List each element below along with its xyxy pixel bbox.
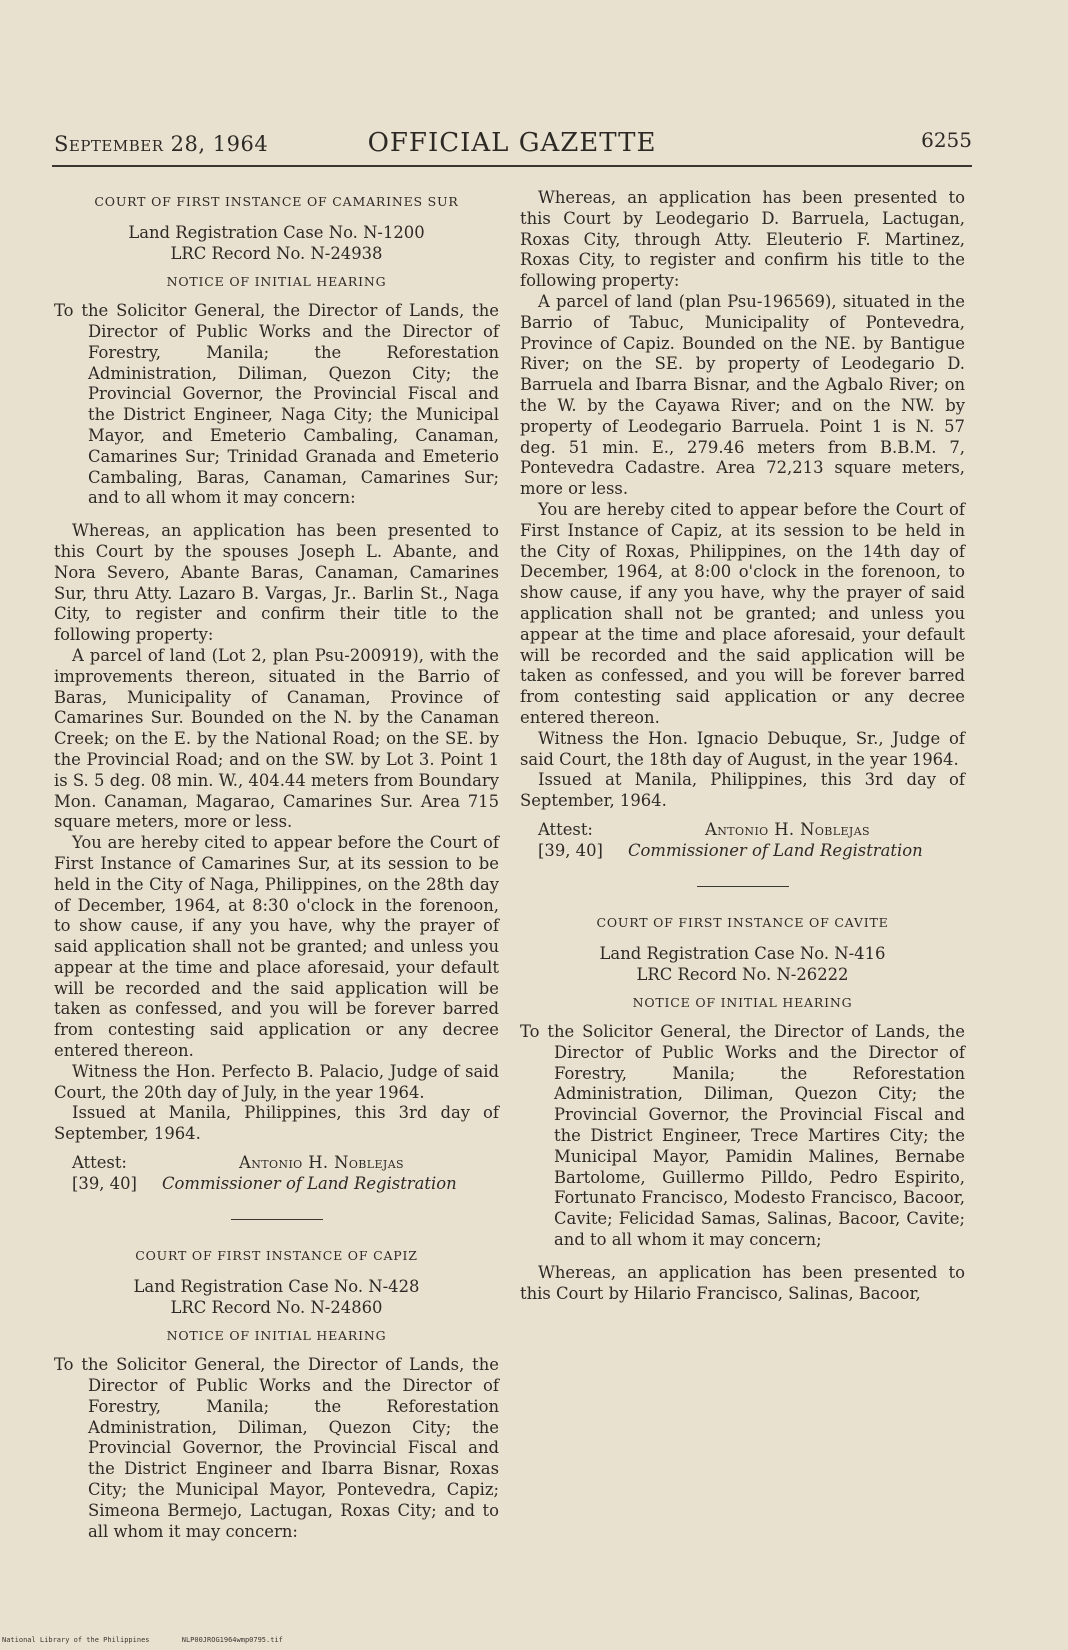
header-date: September 28, 1964 — [54, 132, 269, 156]
paragraph: A parcel of land (Lot 2, plan Psu-200919), with the improvements thereon, situated in the Barrio of Baras, Municipality of Canaman, Province of Camarines Sur. Bounded on the N. by the Canaman Creek; on the E. by the National Road; on the SE. by the Provincial Road; and on the SW. by Lot 3. Point 1 is S. 5 deg. 08 min. W., 404.44 meters from Boundary Mon. Canaman, Magarao, Camarines Sur. Area 715 square meters, more or less. — [54, 645, 499, 832]
addressees: To the Solicitor General, the Director of Lands, the Director of Public Works and the Director of Forestry, Manila; the Reforestation Administration, Diliman, Quezon City; the Provincial Governor, the Provincial Fiscal and the District Engineer, Trece Martires City; the Municipal Mayor, Pamidin Malines, Bernabe Bartolome, Guillermo Pilldo, Pedro Espirito, Fortunato Francisco, Modesto Francisco, Bacoor, Cavite; Felicidad Samas, Salinas, Bacoor, Cavite; and to all whom it may concern; — [520, 1022, 965, 1250]
paragraph: Whereas, an application has been presented to this Court by the spouses Joseph L. Abante, and Nora Severo, Abante Baras, Canaman, Camarines Sur, thru Atty. Lazaro B. Vargas, Jr.. Barlin St., Naga City, to register and confirm their title to the following property: — [54, 521, 499, 645]
paragraph: A parcel of land (plan Psu-196569), situated in the Barrio of Tabuc, Municipality of Pontevedra, Province of Capiz. Bounded on the NE. by Bantigue River; on the SE. by property of Leodegario D. Barruela and Ibarra Bisnar, and the Agbalo River; on the W. by the Cayawa River; and on the NW. by property of Leodegario Barruela. Point 1 is N. 57 deg. 51 min. E., 279.46 meters from B.B.M. 7, Pontevedra Cadastre. Area 72,213 square meters, more or less. — [520, 291, 965, 499]
attest-label: Attest: — [538, 819, 593, 839]
section-separator — [231, 1219, 323, 1220]
record-number: LRC Record No. N-24938 — [170, 243, 383, 263]
court-heading: COURT OF FIRST INSTANCE OF CAVITE — [596, 914, 889, 930]
case-number: Land Registration Case No. N-416 — [599, 943, 886, 963]
paragraph: Whereas, an application has been presented to this Court by Leodegario D. Barruela, Lactugan, Roxas City, through Atty. Eleuterio F. Martinez, Roxas City, to register and confirm his title to the following property: — [520, 188, 965, 291]
attestation — [520, 820, 965, 862]
scan-footer — [2, 1636, 311, 1644]
notice-capiz-continued — [520, 188, 965, 862]
notice-title: NOTICE OF INITIAL HEARING — [632, 995, 853, 1011]
reference-number: [39, 40] — [72, 1174, 137, 1194]
case-number: Land Registration Case No. N-1200 — [128, 222, 425, 242]
header-page-number: 6255 — [921, 128, 972, 152]
reference-number: [39, 40] — [538, 840, 603, 860]
paragraph: You are hereby cited to appear before the Court of First Instance of Camarines Sur, at its session to be held in the City of Naga, Philippines, on the 28th day of December, 1964, at 8:30 o'clock in the forenoon, to show cause, if any you have, why the prayer of said application shall not be granted; and unless you appear at the time and place aforesaid, your default will be recorded and the said application will be taken as confessed, and you will be forever barred from contesting said application or any decree entered thereon. — [54, 833, 499, 1061]
header-title: OFFICIAL GAZETTE — [367, 128, 657, 158]
signatory-name: Antonio H. Noblejas — [705, 819, 870, 839]
right-column — [520, 188, 965, 1304]
header-rule — [52, 165, 972, 167]
signatory-name: Antonio H. Noblejas — [239, 1153, 404, 1173]
footer-file: NLP00JROG1964wmp0795.tif — [181, 1636, 283, 1644]
notice-title: NOTICE OF INITIAL HEARING — [166, 274, 387, 290]
section-separator — [697, 886, 789, 887]
paragraph: Witness the Hon. Ignacio Debuque, Sr., Judge of said Court, the 18th day of August, in the year 1964. — [520, 728, 965, 769]
case-number: Land Registration Case No. N-428 — [133, 1276, 420, 1296]
court-heading: COURT OF FIRST INSTANCE OF CAPIZ — [135, 1248, 418, 1264]
signatory-title: Commissioner of Land Registration — [162, 1174, 457, 1194]
left-column — [54, 188, 499, 1554]
notice-capiz-start — [54, 1246, 499, 1542]
paragraph: Issued at Manila, Philippines, this 3rd day of September, 1964. — [54, 1103, 499, 1144]
attestation — [54, 1153, 499, 1195]
footer-library: National Library of the Philippines — [2, 1636, 150, 1644]
paragraph: You are hereby cited to appear before the Court of First Instance of Capiz, at its session to be held in the City of Roxas, Philippines, on the 14th day of December, 1964, at 8:00 o'clock in the forenoon, to show cause, if any you have, why the prayer of said application shall not be granted; and unless you appear at the time and place aforesaid, your default will be recorded and the said application will be taken as confessed, and you will be forever barred from contesting said application or any decree entered thereon. — [520, 499, 965, 727]
court-heading: COURT OF FIRST INSTANCE OF CAMARINES SUR — [94, 194, 459, 209]
attest-label: Attest: — [72, 1153, 127, 1173]
paragraph: Issued at Manila, Philippines, this 3rd day of September, 1964. — [520, 770, 965, 811]
page-header — [52, 128, 972, 168]
paragraph: Witness the Hon. Perfecto B. Palacio, Judge of said Court, the 20th day of July, in the year 1964. — [54, 1061, 499, 1102]
notice-camarines-sur — [54, 192, 499, 1195]
record-number: LRC Record No. N-24860 — [170, 1297, 383, 1317]
notice-title: NOTICE OF INITIAL HEARING — [166, 1328, 387, 1344]
signatory-title: Commissioner of Land Registration — [628, 840, 923, 860]
addressees: To the Solicitor General, the Director of Lands, the Director of Public Works and the Director of Forestry, Manila; the Reforestation Administration, Diliman, Quezon City; the Provincial Governor, the Provincial Fiscal and the District Engineer, Naga City; the Municipal Mayor, and Emeterio Cambaling, Canaman, Camarines Sur; Trinidad Granada and Emeterio Cambaling, Baras, Canaman, Camarines Sur; and to all whom it may concern: — [54, 301, 499, 508]
addressees: To the Solicitor General, the Director of Lands, the Director of Public Works and the Director of Forestry, Manila; the Reforestation Administration, Diliman, Quezon City; the Provincial Governor, the Provincial Fiscal and the District Engineer and Ibarra Bisnar, Roxas City; the Municipal Mayor, Pontevedra, Capiz; Simeona Bermejo, Lactugan, Roxas City; and to all whom it may concern: — [54, 1355, 499, 1541]
paragraph: Whereas, an application has been presented to this Court by Hilario Francisco, Salinas, Bacoor, — [520, 1262, 965, 1303]
record-number: LRC Record No. N-26222 — [636, 964, 849, 984]
notice-cavite — [520, 913, 965, 1305]
